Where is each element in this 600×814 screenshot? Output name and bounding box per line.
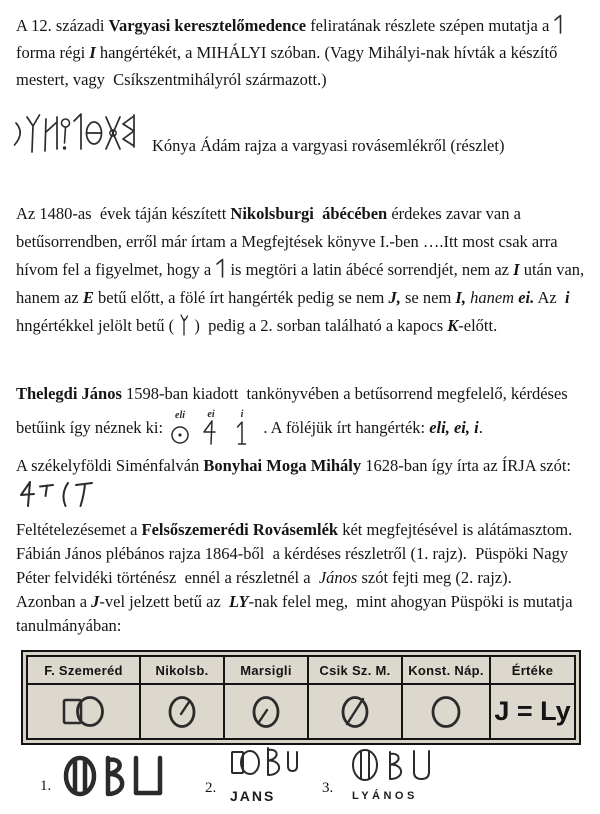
rune-one-icon xyxy=(215,258,226,278)
text-run: 1628-ban így írta az ÍRJA szót: xyxy=(361,456,576,475)
text-run: szót fejti meg (2. rajz). Azonban a xyxy=(16,568,520,611)
text-run: hngértékkel jelölt betű ( xyxy=(16,288,578,335)
drawing-2-caption: JANS xyxy=(230,788,276,804)
table-header-erteke: Értéke xyxy=(491,657,574,685)
paragraph-vargyasi xyxy=(16,12,586,93)
text-run: J xyxy=(91,592,100,611)
obu-outline2-runes-icon xyxy=(350,748,436,793)
text-run: I xyxy=(513,260,520,279)
text-run: A 12. századi xyxy=(16,16,109,35)
table-header-marsigli: Marsigli xyxy=(225,657,309,685)
text-run: után van, hanem az xyxy=(16,260,589,307)
irja-runes-icon xyxy=(16,479,100,509)
thelegdi-label-ei: ei xyxy=(207,409,215,420)
text-run: hangértékét, a MIHÁLYI szóban. (Vagy Mihályi-nak hívták a készítő mestert, vagy Csíkszentmihályról származott.) xyxy=(16,43,562,89)
text-run: K xyxy=(447,316,459,335)
obu-outline-runes-icon xyxy=(228,744,304,791)
paragraph-simenfalva xyxy=(16,452,586,509)
circle-rune-icon xyxy=(403,685,491,738)
text-run: J, xyxy=(388,288,401,307)
text-run: se nem xyxy=(400,288,456,307)
drawing-3-number: 3. xyxy=(322,780,334,796)
text-run: Bonyhai Moga Mihály xyxy=(203,456,362,475)
text-run: Nikolsburgi ábécében xyxy=(230,204,388,223)
oval-crossed-rune-icon xyxy=(309,685,403,738)
text-run: I, xyxy=(455,288,466,307)
text-run: -előtt. xyxy=(458,316,498,335)
oval-slash-up-rune-icon xyxy=(141,685,225,738)
paragraph-felsoszemered xyxy=(16,518,576,638)
vargyasi-runes-icon xyxy=(8,110,140,163)
text-run: . A föléjük írt hangérték: xyxy=(259,418,430,437)
text-run: forma régi xyxy=(16,16,569,62)
oval-slash-down-rune-icon xyxy=(225,685,309,738)
text-run: A székelyföldi Siménfalván xyxy=(16,456,204,475)
drawing-3-caption: LYÁNOS xyxy=(352,790,418,802)
text-run: eli, ei, i xyxy=(429,418,479,437)
thelegdi-glyphs-icon xyxy=(167,407,259,449)
drawing-2-number: 2. xyxy=(205,780,217,796)
text-run: Thelegdi János xyxy=(16,384,122,403)
bottom-drawings-row xyxy=(0,744,600,814)
drawing-1-number: 1. xyxy=(40,778,52,794)
obu-bold-runes-icon xyxy=(62,750,166,807)
rune-fork-icon xyxy=(178,312,190,336)
comparison-table xyxy=(21,650,581,745)
text-run: -vel jelzett betű az xyxy=(99,592,230,611)
table-header-f-szemered: F. Szemeréd xyxy=(28,657,141,685)
text-run: ) pedig a 2. sorban található a kapocs xyxy=(190,316,448,335)
text-run: Feltételezésemet a xyxy=(16,520,142,539)
text-run: 1598-ban kiadott tankönyvében a betűsorrend megfelelő, kérdéses betűink így néznek ki: xyxy=(16,384,572,437)
text-run: -nak felel meg, mint ahogyan Püspöki is mutatja tanulmányában: xyxy=(16,592,577,635)
vargyasi-caption: Kónya Ádám rajza a vargyasi rovásemlékről (részlet) xyxy=(152,136,505,155)
text-run: hanem xyxy=(470,288,515,307)
text-run: Az 1480-as évek táján készített xyxy=(16,204,231,223)
table-header-nikolsb: Nikolsb. xyxy=(141,657,225,685)
text-run: E xyxy=(82,288,94,307)
text-run: Az xyxy=(534,288,565,307)
text-run: János xyxy=(318,568,358,587)
table-value-j-ly xyxy=(491,685,574,738)
text-run: is megtöri a latin ábécé sorrendjét, nem az xyxy=(226,260,514,279)
paragraph-nikolsburg xyxy=(16,200,589,340)
value-label: J = Ly xyxy=(494,696,571,726)
text-run: betű előtt, a fölé írt hangérték pedig se nem xyxy=(93,288,389,307)
text-run: LY xyxy=(229,592,249,611)
rune-one-icon xyxy=(553,14,564,34)
text-run: ei. xyxy=(518,288,535,307)
square-circle-rune-icon xyxy=(28,685,141,738)
text-run: Felsőszemerédi Rovásemlék xyxy=(141,520,339,539)
thelegdi-label-i: i xyxy=(240,409,244,420)
table-header-csik: Csik Sz. M. xyxy=(309,657,403,685)
text-run: két megfejtésével is alátámasztom. Fábián János plébános rajza 1864-ből a kérdéses részletről (1. rajz). Püspöki Nagy Péter felvidéki történész ennél a részletnél a xyxy=(16,520,577,587)
paragraph-thelegdi xyxy=(16,380,586,449)
text-run: I xyxy=(89,43,96,62)
text-run: i xyxy=(564,288,570,307)
text-run: érdekes zavar van a betűsorrendben, erről már írtam a Megfejtések könyve I.-ben ….Itt most csak arra hívom fel a figyelmet, hogy a xyxy=(16,204,562,279)
text-run: Vargyasi keresztelőmedence xyxy=(108,16,307,35)
text-run: . xyxy=(478,418,483,437)
thelegdi-label-eli: eli xyxy=(175,410,186,421)
table-header-konst: Konst. Náp. xyxy=(403,657,491,685)
text-run: feliratának részlete szépen mutatja a xyxy=(306,16,554,35)
